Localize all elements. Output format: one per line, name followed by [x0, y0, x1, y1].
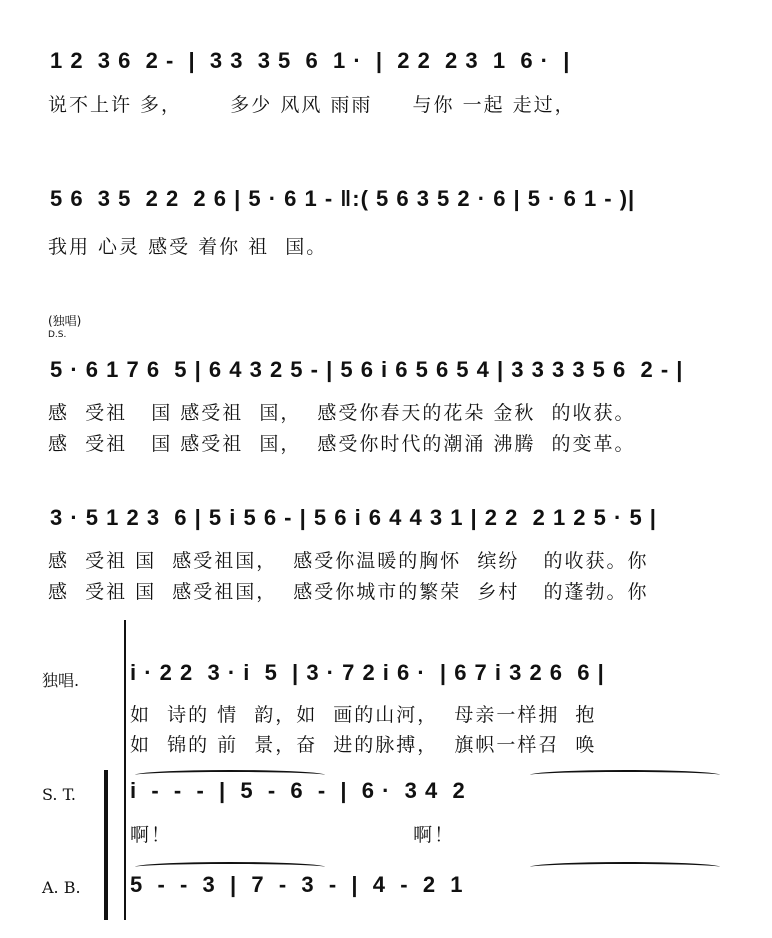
- system-4-lyrics-verse-1: 感 受祖 国 感受祖国， 感受你温暖的胸怀 缤纷 的收获。你: [48, 550, 649, 572]
- solo-lyrics-verse-2: 如 锦的 前 景，奋 进的脉搏， 旗帜一样召 唤: [130, 734, 597, 756]
- part-label-solo: 独唱.: [42, 671, 80, 690]
- system-5-bracket-line: [124, 620, 126, 920]
- system-2-lyrics: 我用 心灵 感受 着你 祖 国。: [48, 236, 328, 258]
- part-label-st: S. T.: [42, 785, 76, 804]
- st-lyrics: 啊！ 啊！: [130, 824, 456, 846]
- ab-tie: [135, 862, 325, 872]
- system-3-notes: 5 · 6 1 7 6 5 | 6 4 3 2 5 - | 5 6 i 6 5 6 5 4 | 3 3 3 3 5 6 2 - |: [50, 357, 684, 382]
- st-notes: i - - - | 5 - 6 - | 6 · 3 4 2: [130, 778, 466, 803]
- ab-tie-2: [530, 862, 720, 872]
- solo-lyrics-verse-1: 如 诗的 情 韵，如 画的山河， 母亲一样拥 抱: [130, 704, 597, 726]
- ab-notes: 5 - - 3 | 7 - 3 - | 4 - 2 1: [130, 872, 464, 897]
- solo-notes: i · 2 2 3 · i 5 | 3 · 7 2 i 6 · | 6 7 i 3 2 6 6 |: [130, 660, 605, 685]
- system-3-lyrics-verse-2: 感 受祖 国 感受祖 国， 感受你时代的潮涌 沸腾 的变革。: [48, 433, 636, 455]
- ds-mark: D.S.: [48, 330, 67, 340]
- system-1-notes: 1 2 3 6 2 - | 3 3 3 5 6 1 · | 2 2 2 3 1 6 · |: [50, 48, 571, 73]
- part-label-ab: A. B.: [42, 878, 81, 897]
- system-1-lyrics: 说不上许 多， 多少 风风 雨雨 与你 一起 走过，: [48, 94, 576, 116]
- system-3-lyrics-verse-1: 感 受祖 国 感受祖 国， 感受你春天的花朵 金秋 的收获。: [48, 402, 636, 424]
- system-4-notes: 3 · 5 1 2 3 6 | 5 i 5 6 - | 5 6 i 6 4 4 3 1 | 2 2 2 1 2 5 · 5 |: [50, 505, 657, 530]
- system-2-notes: 5 6 3 5 2 2 2 6 | 5 · 6 1 - ‖:( 5 6 3 5 2 · 6 | 5 · 6 1 - )|: [50, 186, 636, 211]
- solo-label: (独唱): [48, 314, 82, 328]
- choir-brace: [104, 770, 108, 920]
- system-4-lyrics-verse-2: 感 受祖 国 感受祖国， 感受你城市的繁荣 乡村 的蓬勃。你: [48, 581, 649, 603]
